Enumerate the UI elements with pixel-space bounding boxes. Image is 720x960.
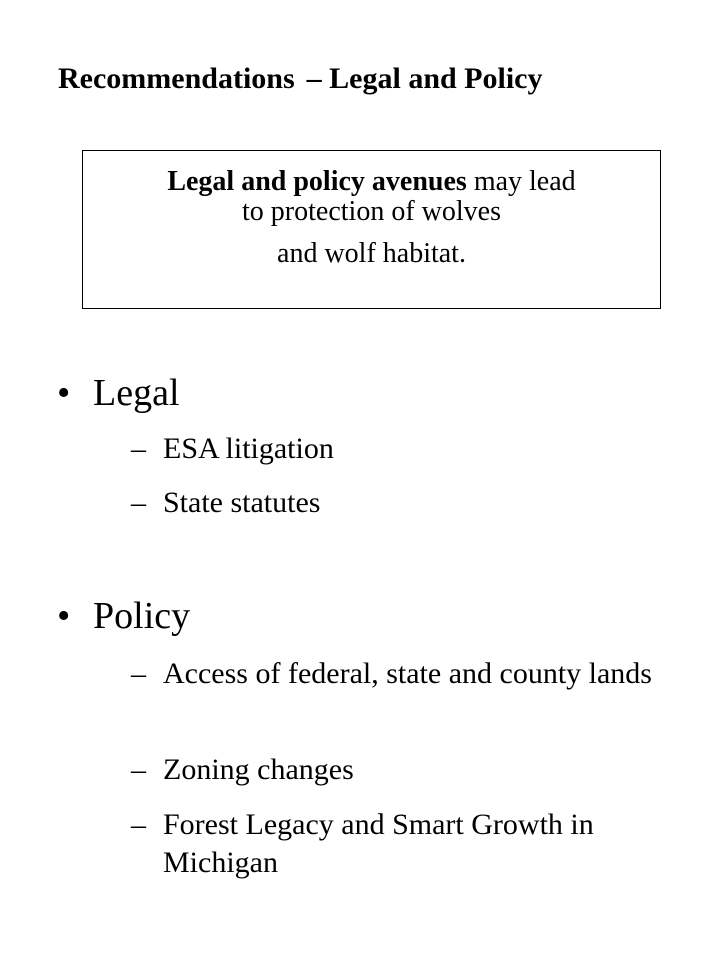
callout-text <box>83 167 660 227</box>
title-main: Recommendations <box>58 62 295 95</box>
callout-line2: and wolf habitat. <box>277 238 466 269</box>
title-separator: – <box>306 62 322 95</box>
section-heading-policy <box>57 594 190 638</box>
list-item <box>131 484 676 522</box>
dash-icon: – <box>131 753 146 786</box>
slide-title <box>58 62 543 96</box>
section-heading-text: Policy <box>93 595 191 637</box>
section-heading-legal <box>57 371 180 415</box>
list-item-text: Zoning changes <box>163 753 354 786</box>
bullet-icon: • <box>57 595 71 637</box>
dash-icon: – <box>131 432 146 465</box>
title-sub: Legal and Policy <box>329 62 543 95</box>
list-item-text: Access of federal, state and county lands <box>163 657 652 690</box>
dash-icon: – <box>131 808 146 841</box>
dash-icon: – <box>131 657 146 690</box>
list-item-text: ESA litigation <box>163 432 334 465</box>
callout-box <box>82 150 661 309</box>
callout-bold: Legal and policy avenues <box>167 166 467 197</box>
bullet-icon: • <box>57 372 71 414</box>
list-item <box>131 430 676 468</box>
callout-line1b: to protection of wolves <box>242 196 501 227</box>
list-item <box>131 806 676 882</box>
dash-icon: – <box>131 486 146 519</box>
list-item <box>131 751 676 789</box>
callout-line1-rest: may lead <box>466 166 576 197</box>
list-item-text: State statutes <box>163 486 321 519</box>
section-heading-text: Legal <box>93 372 180 414</box>
list-item <box>131 655 676 693</box>
list-item-text: Forest Legacy and Smart Growth in Michigan <box>163 808 594 879</box>
